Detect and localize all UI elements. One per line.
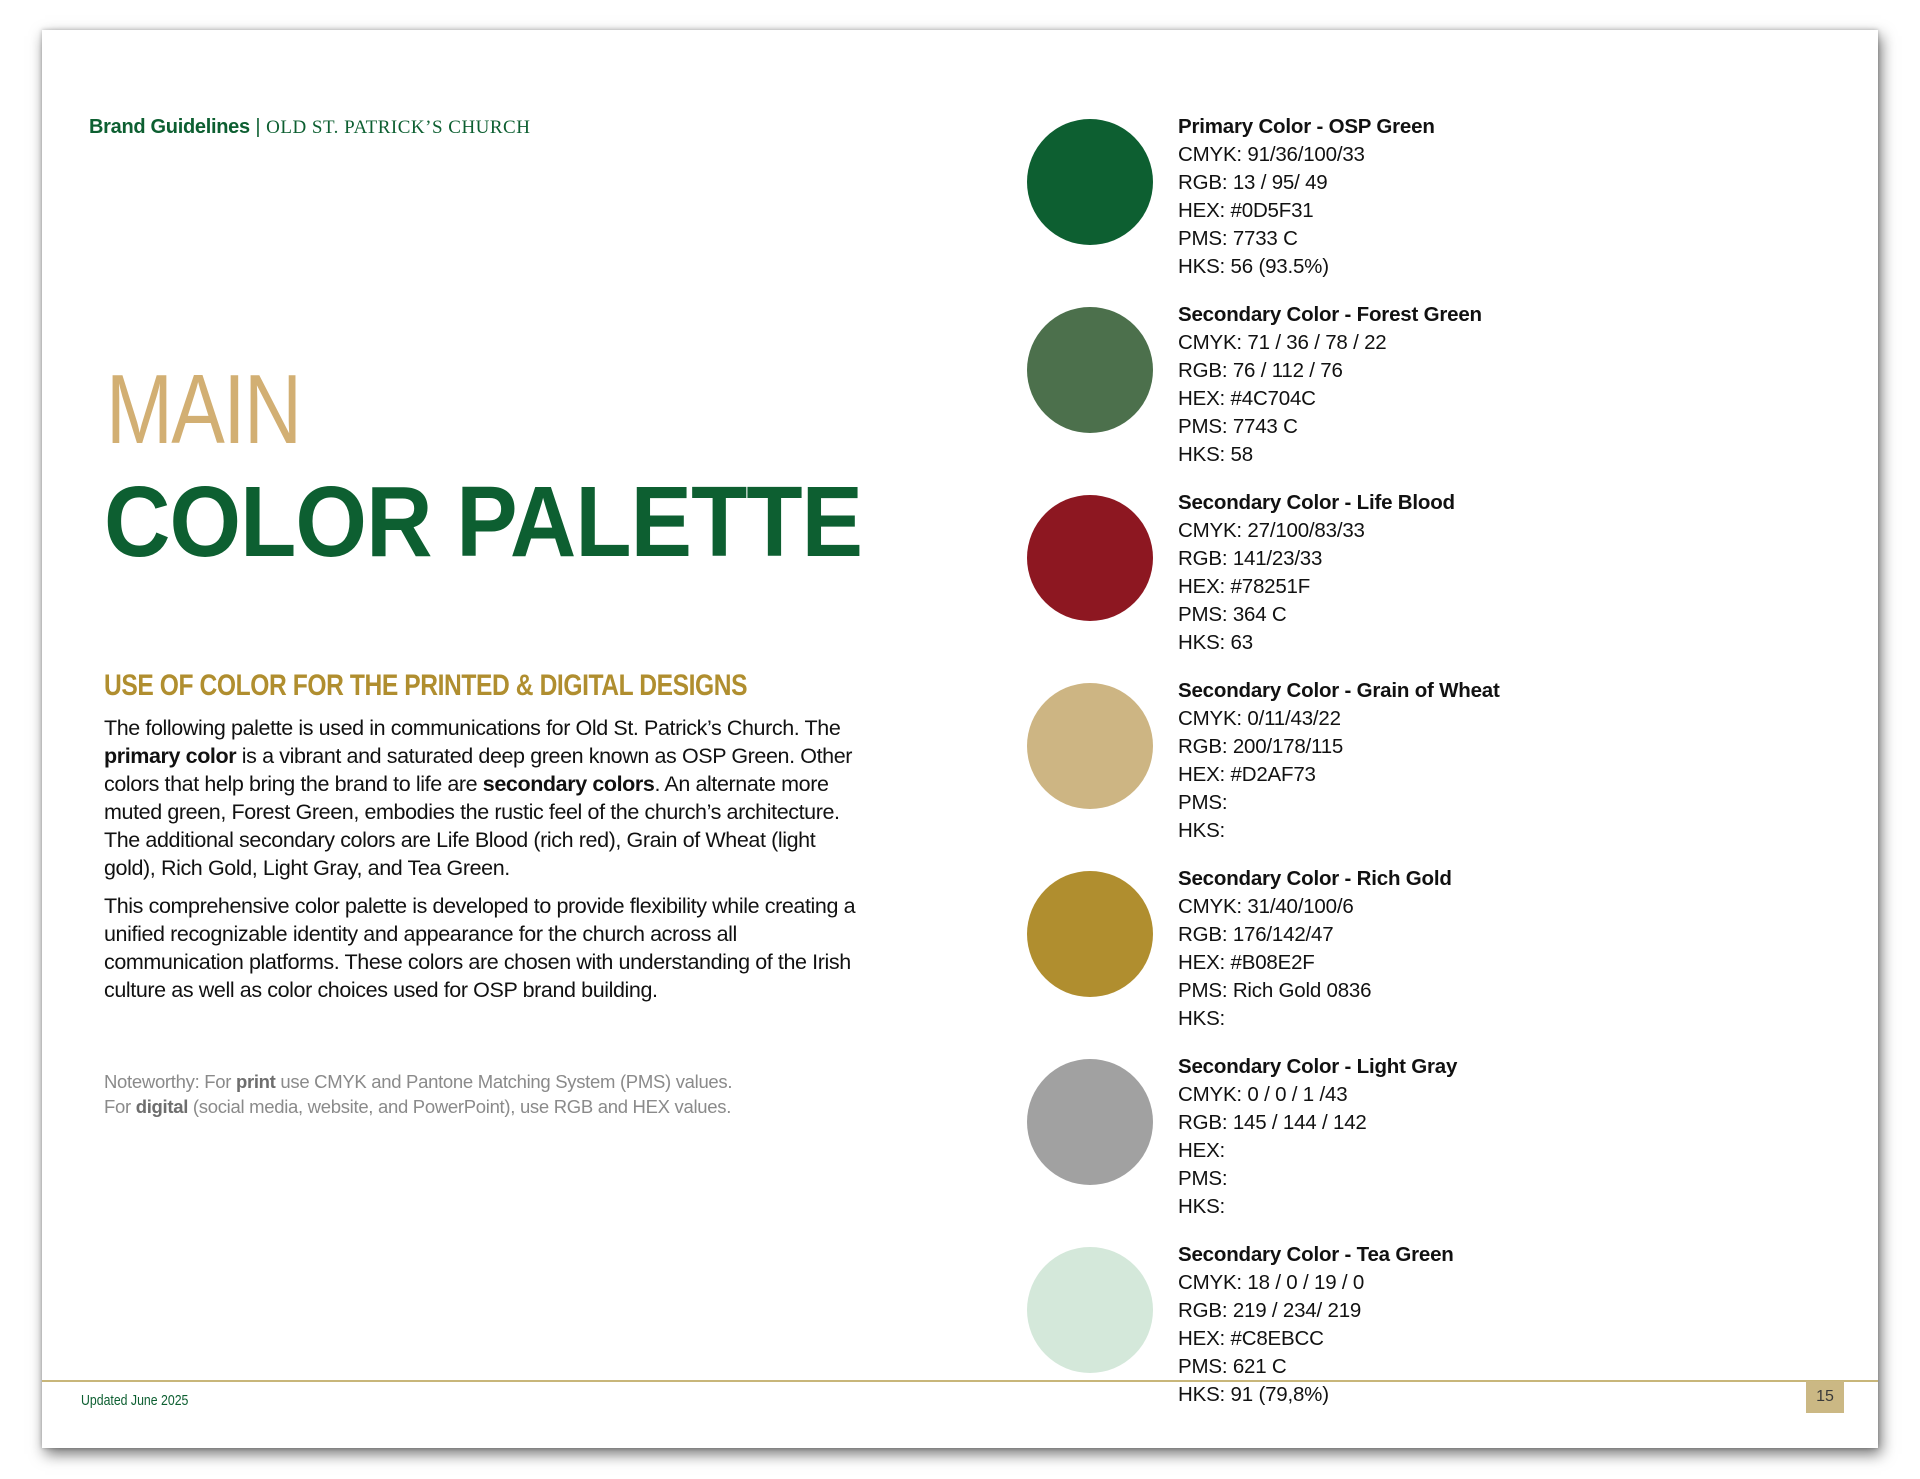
title-main: MAIN <box>106 354 301 464</box>
page-number: 15 <box>1806 1381 1844 1413</box>
swatch-circle <box>1027 495 1153 621</box>
color-hks: HKS: <box>1178 1195 1226 1218</box>
color-pms: PMS: <box>1178 791 1228 814</box>
color-hks: HKS: 91 (79,8%) <box>1178 1383 1329 1406</box>
footer-rule <box>42 1380 1878 1382</box>
note-bold-print: print <box>235 1071 276 1092</box>
swatch-info <box>1178 865 1452 1033</box>
swatch-info <box>1178 301 1482 469</box>
color-hks: HKS: 63 <box>1178 631 1253 654</box>
body-paragraph-1 <box>104 714 864 882</box>
color-swatch-light-gray <box>1027 1026 1727 1218</box>
body-text <box>104 714 864 1014</box>
color-cmyk: CMYK: 27/100/83/33 <box>1178 519 1365 542</box>
swatch-circle <box>1027 119 1153 245</box>
swatch-info <box>1178 113 1435 281</box>
color-swatch-forest-green <box>1027 274 1727 466</box>
color-pms: PMS: 364 C <box>1178 603 1287 626</box>
swatch-info <box>1178 1241 1454 1409</box>
header-separator: | <box>255 116 261 138</box>
color-rgb: RGB: 219 / 234/ 219 <box>1178 1299 1362 1322</box>
note-text-run: (social media, website, and PowerPoint), use RGB and HEX values. <box>188 1096 732 1117</box>
color-cmyk: CMYK: 18 / 0 / 19 / 0 <box>1178 1271 1365 1294</box>
color-hex: HEX: #4C704C <box>1178 387 1316 410</box>
color-pms: PMS: 7743 C <box>1178 415 1298 438</box>
body-text-run: . An alternate more muted green, Forest Green, embodies the rustic feel of the church’s architecture. The additional secondary colors are Life Blood (rich red), Grain of Wheat (light gold), Rich Gold, Light Gray, and Tea Green. <box>104 772 840 880</box>
body-paragraph-2: This comprehensive color palette is developed to provide flexibility while creating a unified recognizable identity and appearance for the church across all communication platforms. These colors are chosen with understanding of the Irish culture as well as color choices used for OSP brand building. <box>104 894 856 1002</box>
color-name: Secondary Color - Grain of Wheat <box>1178 679 1500 702</box>
color-swatch-grain-of-wheat <box>1027 650 1727 842</box>
color-name: Secondary Color - Light Gray <box>1178 1055 1458 1078</box>
color-hks: HKS: <box>1178 1007 1226 1030</box>
color-swatch-rich-gold <box>1027 838 1727 1030</box>
body-bold-secondary-colors: secondary colors <box>482 772 655 796</box>
color-swatch-tea-green <box>1027 1214 1727 1406</box>
note-text-run: Noteworthy: For <box>104 1071 236 1092</box>
note-line-digital <box>104 1094 864 1119</box>
color-hex: HEX: #78251F <box>1178 575 1311 598</box>
color-swatch-osp-green <box>1027 86 1727 278</box>
header-brand: Brand Guidelines <box>89 116 250 138</box>
note-text-run: For <box>104 1096 136 1117</box>
color-cmyk: CMYK: 91/36/100/33 <box>1178 143 1365 166</box>
header-church-name: OLD ST. PATRICK’S CHURCH <box>266 117 531 138</box>
color-name: Secondary Color - Forest Green <box>1178 303 1482 326</box>
noteworthy-note <box>104 1069 864 1119</box>
swatch-circle <box>1027 307 1153 433</box>
color-cmyk: CMYK: 31/40/100/6 <box>1178 895 1354 918</box>
color-hks: HKS: 56 (93.5%) <box>1178 255 1329 278</box>
body-text-run: The following palette is used in communications for Old St. Patrick’s Church. The <box>104 716 841 740</box>
color-hks: HKS: <box>1178 819 1226 842</box>
color-swatch-life-blood <box>1027 462 1727 654</box>
color-pms: PMS: 621 C <box>1178 1355 1287 1378</box>
color-rgb: RGB: 13 / 95/ 49 <box>1178 171 1328 194</box>
color-hex: HEX: #B08E2F <box>1178 951 1315 974</box>
color-cmyk: CMYK: 71 / 36 / 78 / 22 <box>1178 331 1387 354</box>
body-bold-primary-color: primary color <box>104 744 237 768</box>
swatch-circle <box>1027 1059 1153 1185</box>
color-name: Secondary Color - Tea Green <box>1178 1243 1454 1266</box>
color-cmyk: CMYK: 0 / 0 / 1 /43 <box>1178 1083 1348 1106</box>
color-hex: HEX: #D2AF73 <box>1178 763 1316 786</box>
title-color-palette: COLOR PALETTE <box>104 466 863 578</box>
color-hex: HEX: <box>1178 1139 1226 1162</box>
note-bold-digital: digital <box>135 1096 189 1117</box>
section-heading: USE OF COLOR FOR THE PRINTED & DIGITAL DESIGNS <box>104 669 748 702</box>
color-rgb: RGB: 145 / 144 / 142 <box>1178 1111 1367 1134</box>
swatch-circle <box>1027 683 1153 809</box>
body-text-run: is a vibrant and saturated deep green known as OSP Green. Other colors that help bring the brand to life are <box>104 744 853 796</box>
swatch-info <box>1178 1053 1457 1221</box>
swatch-info <box>1178 677 1500 845</box>
note-line-print <box>104 1069 864 1094</box>
color-pms: PMS: Rich Gold 0836 <box>1178 979 1372 1002</box>
color-hex: HEX: #0D5F31 <box>1178 199 1314 222</box>
brand-guidelines-page <box>42 30 1878 1448</box>
color-pms: PMS: 7733 C <box>1178 227 1298 250</box>
color-pms: PMS: <box>1178 1167 1228 1190</box>
footer-updated-date: Updated June 2025 <box>81 1392 189 1409</box>
color-name: Primary Color - OSP Green <box>1178 115 1435 138</box>
swatch-circle <box>1027 1247 1153 1373</box>
color-hex: HEX: #C8EBCC <box>1178 1327 1324 1350</box>
swatch-info <box>1178 489 1455 657</box>
color-rgb: RGB: 200/178/115 <box>1178 735 1344 758</box>
color-rgb: RGB: 141/23/33 <box>1178 547 1323 570</box>
swatch-circle <box>1027 871 1153 997</box>
color-name: Secondary Color - Rich Gold <box>1178 867 1452 890</box>
color-hks: HKS: 58 <box>1178 443 1253 466</box>
color-cmyk: CMYK: 0/11/43/22 <box>1178 707 1341 730</box>
page-header <box>89 116 530 139</box>
note-text-run: use CMYK and Pantone Matching System (PMS) values. <box>275 1071 733 1092</box>
color-rgb: RGB: 76 / 112 / 76 <box>1178 359 1343 382</box>
color-name: Secondary Color - Life Blood <box>1178 491 1455 514</box>
color-rgb: RGB: 176/142/47 <box>1178 923 1334 946</box>
